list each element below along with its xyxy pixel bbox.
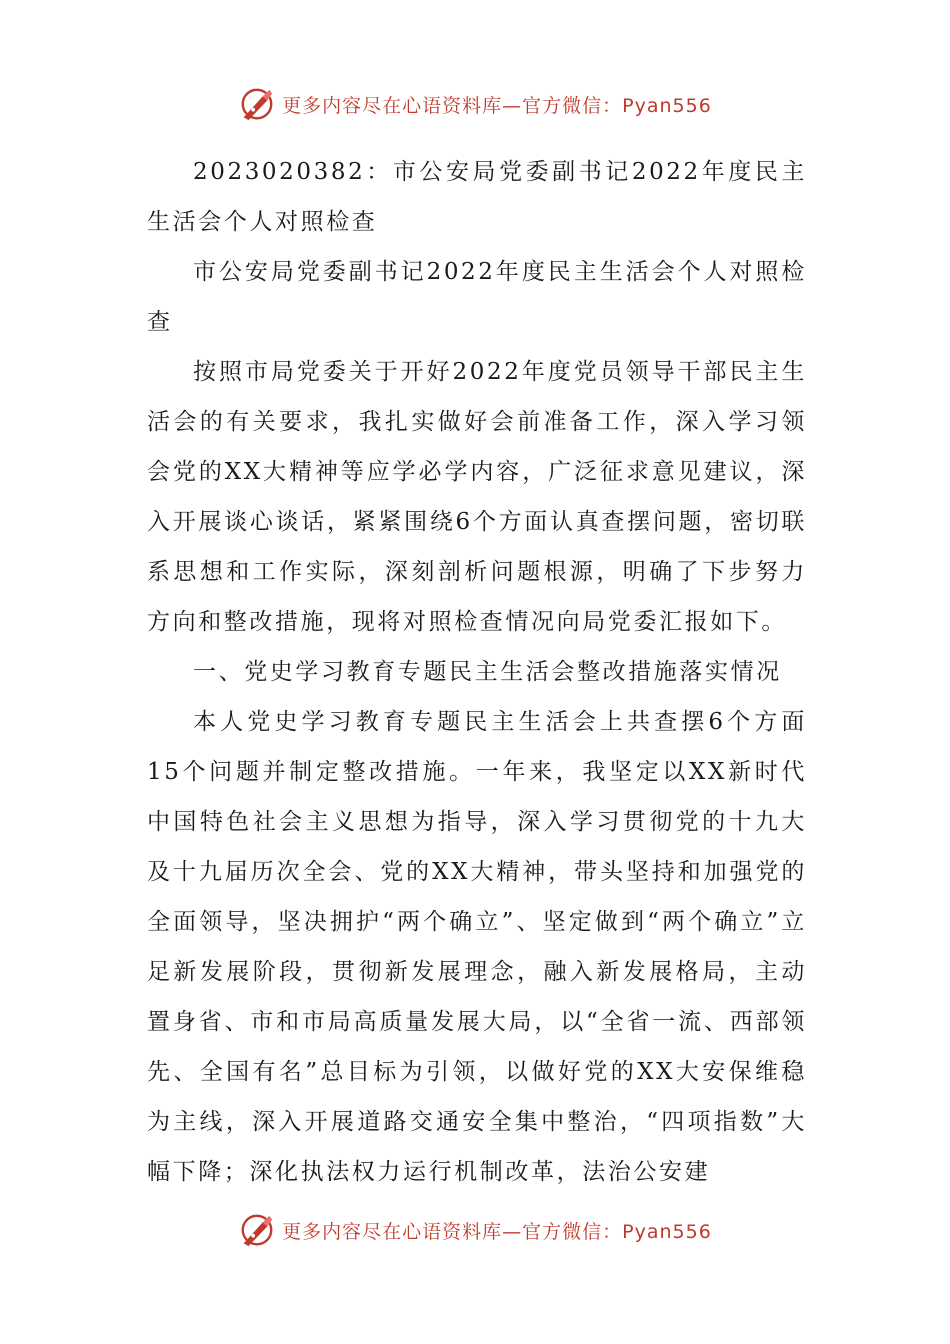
intro-paragraph: 按照市局党委关于开好2022年度党员领导干部民主生活会的有关要求，我扎实做好会前准备工作，深入学习领会党的XX大精神等应学必学内容，广泛征求意见建议，深入开展谈心谈话，紧紧围绕6个方面认真查摆问题，密切联系思想和工作实际，深刻剖析问题根源，明确了下步努力方向和整改措施，现将对照检查情况向局党委汇报如下。 [147, 359, 807, 635]
watermark-banner-bottom [0, 1210, 950, 1250]
section-paragraph: 本人党史学习教育专题民主生活会上共查摆6个方面15个问题并制定整改措施。一年来，我坚定以XX新时代中国特色社会主义思想为指导，深入学习贯彻党的十九大及十九届历次全会、党的XX大精神，带头坚持和加强党的全面领导，坚决拥护“两个确立”、坚定做到“两个确立”立足新发展阶段，贯彻新发展理念，融入新发展格局，主动置身省、市和市局高质量发展大局，以“全省一流、西部领先、全国有名”总目标为引领，以做好党的XX大安保维稳为主线，深入开展道路交通安全集中整治，“四项指数”大幅下降；深化执法权力运行机制改革，法治公安建 [147, 709, 807, 1185]
document-title: 2023020382：市公安局党委副书记2022年度民主生活会个人对照检查 [147, 159, 807, 235]
section-heading: 一、党史学习教育专题民主生活会整改措施落实情况 [193, 659, 782, 685]
pen-nib-logo-icon [238, 85, 276, 123]
watermark-text: 更多内容尽在心语资料库—官方微信：Pyan556 [282, 1220, 712, 1243]
pen-nib-logo-icon [238, 1211, 276, 1249]
document-body [147, 147, 807, 1197]
document-subtitle: 市公安局党委副书记2022年度民主生活会个人对照检查 [147, 259, 807, 335]
watermark-banner-top [0, 84, 950, 124]
watermark-text: 更多内容尽在心语资料库—官方微信：Pyan556 [282, 94, 712, 117]
